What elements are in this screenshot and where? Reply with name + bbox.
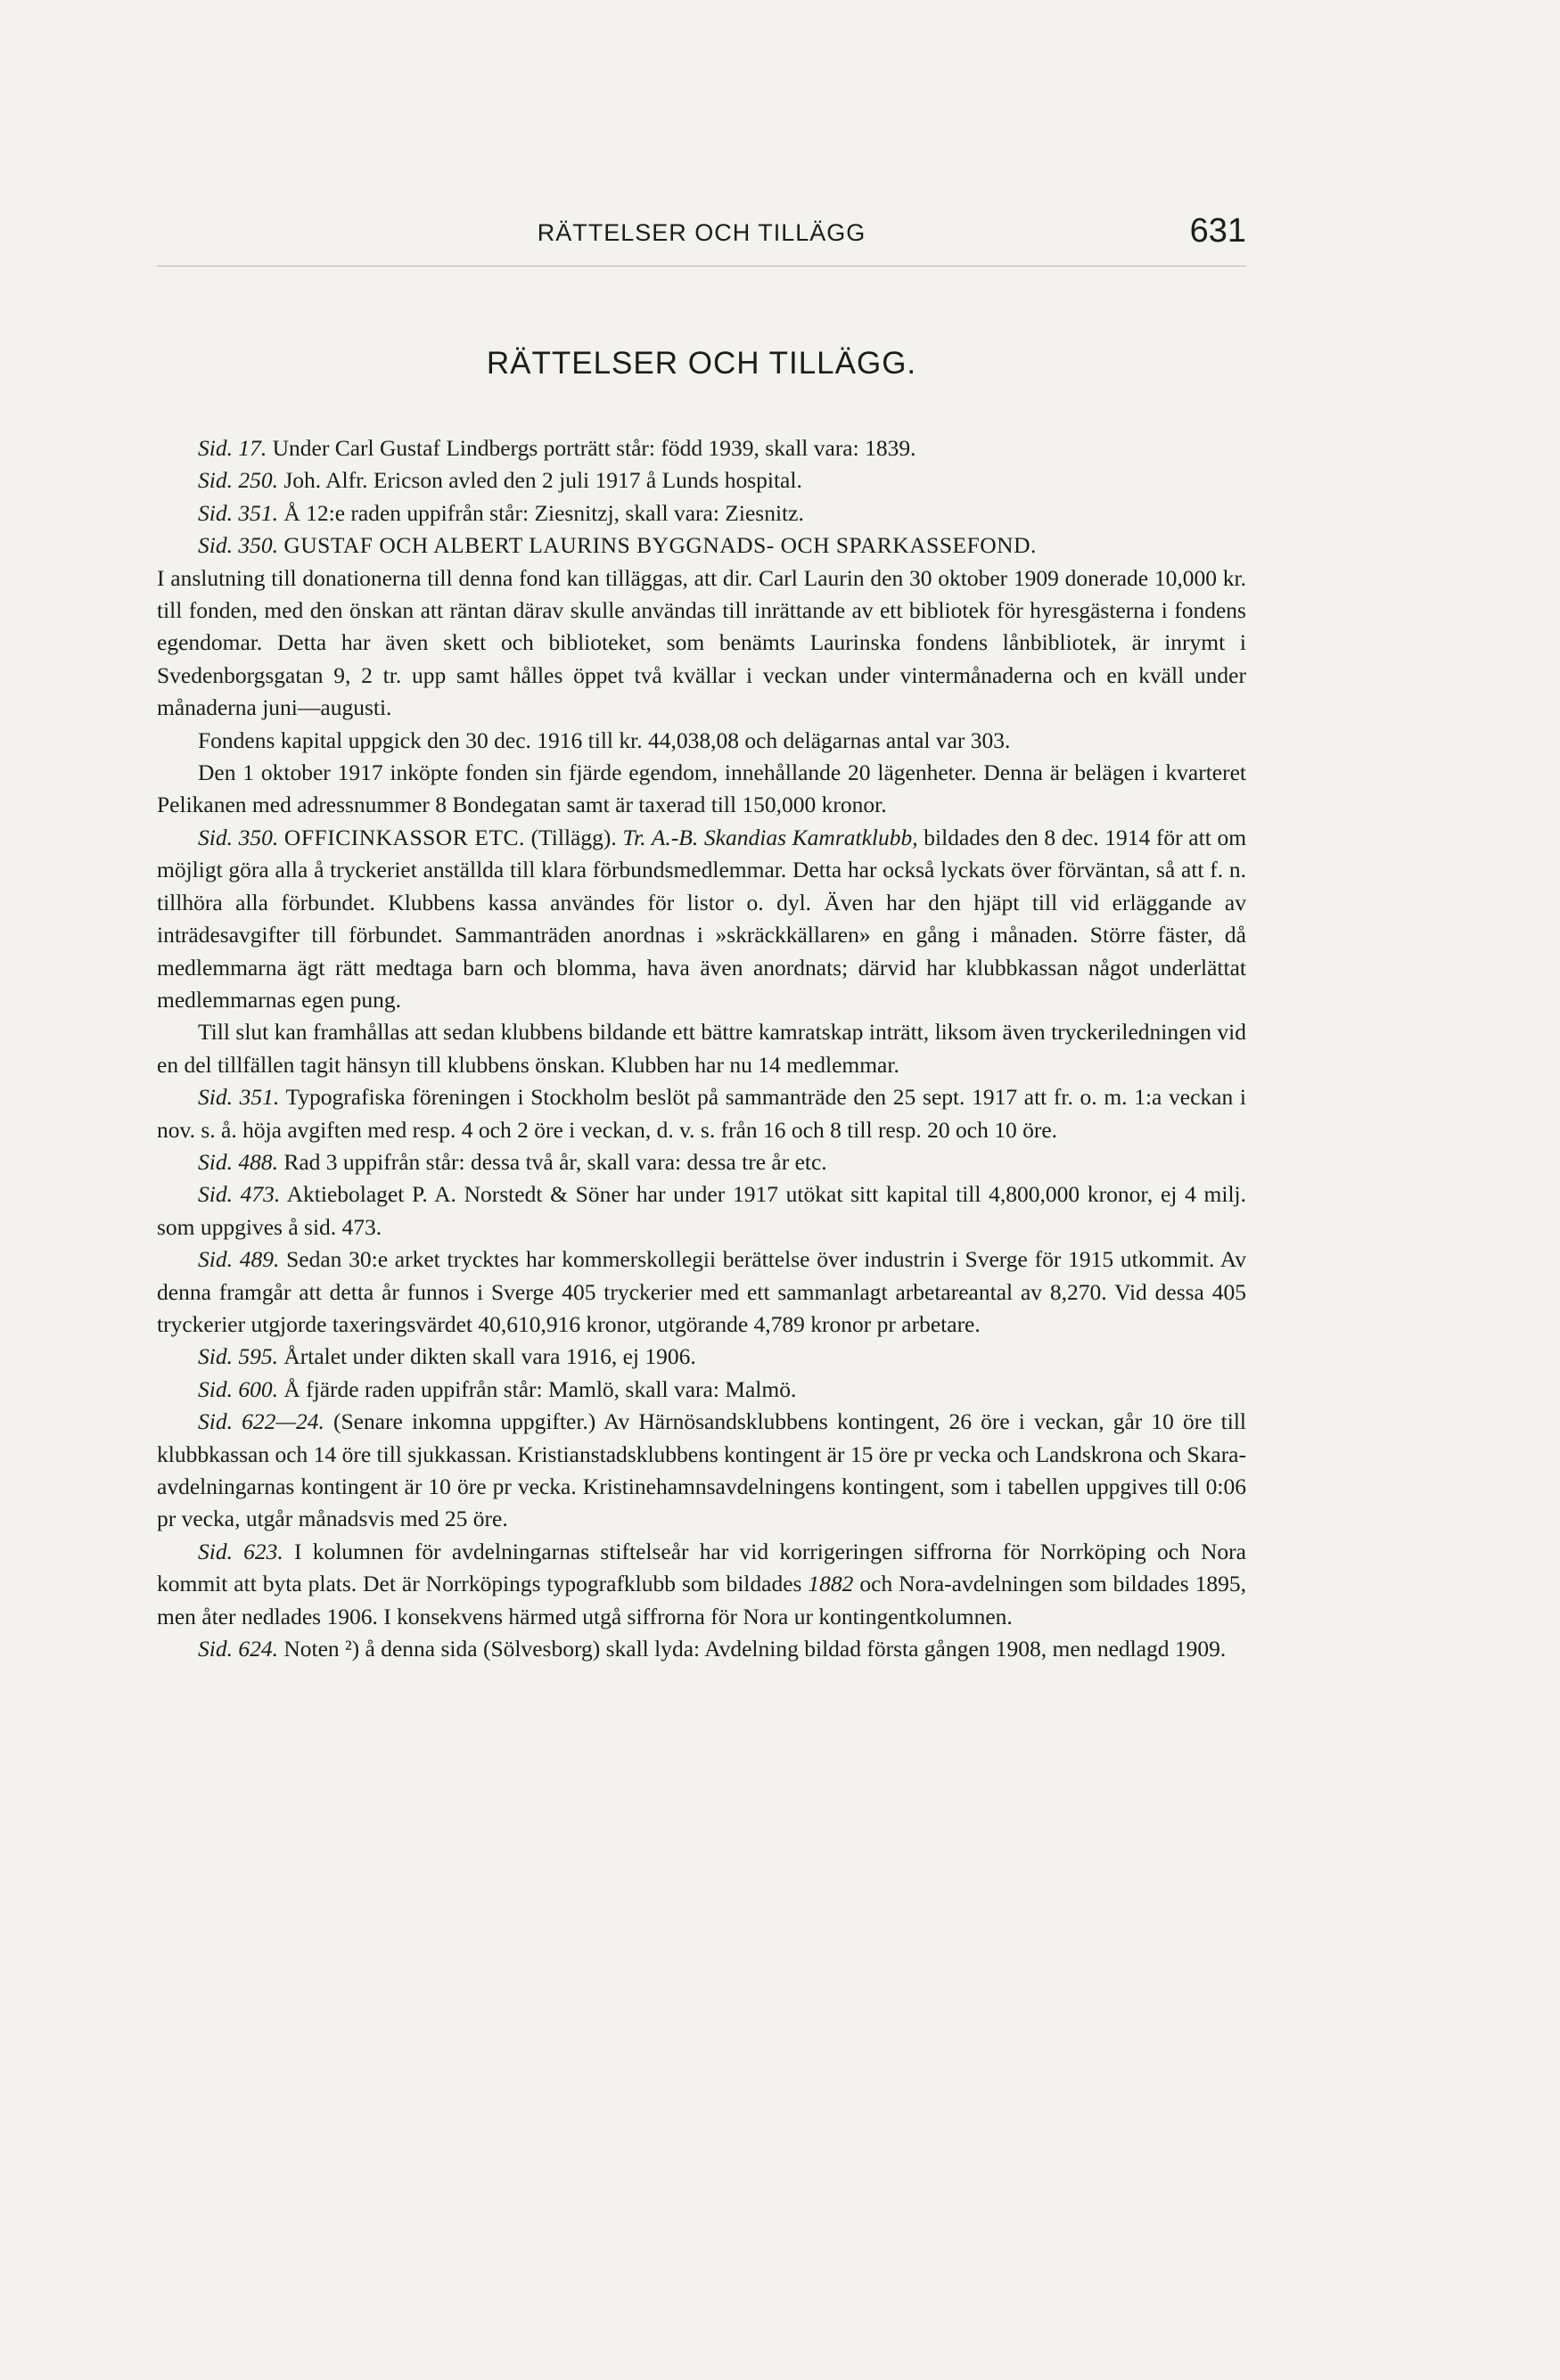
- entry-text: och Nora-avdelningen som bildades 1895, men åter nedlades 1906. I konsekvens härmed utgå siffrorna för Nora ur kontingentkolumnen.: [157, 1571, 1247, 1629]
- entry-sid-473: [157, 1178, 1246, 1243]
- club-name: Tr. A.-B. Skandias Kamratklubb,: [622, 824, 918, 850]
- page-ref: Sid. 351.: [198, 1084, 280, 1111]
- entry-sid-622-24: [157, 1406, 1246, 1536]
- page-ref: Sid. 250.: [198, 467, 278, 494]
- page-number: 631: [1189, 212, 1246, 250]
- entry-sid-351b: [157, 1081, 1246, 1146]
- page-ref: Sid. 624.: [198, 1636, 278, 1662]
- entry-sid-350-officin: [157, 822, 1246, 1016]
- running-title: RÄTTELSER OCH TILLÄGG: [537, 219, 866, 246]
- paragraph: Den 1 oktober 1917 inköpte fonden sin fjärde egendom, innehållande 20 lägenheter. Denna är belägen i kvarteret Pelikanen med adressnummer 8 Bondegatan samt är taxerad till 150,000 kronor.: [157, 759, 1246, 818]
- entry-text: Å fjärde raden uppifrån står: Mamlö, skall vara: Malmö.: [283, 1375, 797, 1402]
- page-title: RÄTTELSER OCH TILLÄGG.: [486, 346, 917, 381]
- page-ref: Sid. 489.: [198, 1246, 280, 1273]
- year-italic: 1882: [808, 1571, 854, 1597]
- entry-text: Joh. Alfr. Ericson avled den 2 juli 1917 å Lunds hospital.: [283, 467, 802, 494]
- entry-sid-350-fond: [157, 529, 1246, 562]
- page-ref: Sid. 17.: [198, 435, 267, 461]
- entry-text: Å 12:e raden uppifrån står: Ziesnitzj, skall vara: Ziesnitz.: [283, 499, 804, 526]
- entry-text: Rad 3 uppifrån står: dessa två år, skall vara: dessa tre år etc.: [283, 1148, 827, 1175]
- section-heading: OFFICINKASSOR ETC.: [283, 824, 525, 850]
- entry-text: I kolumnen för avdelningarnas stiftelseår har vid korrigeringen siffrorna för Norrköping och Nora kommit att byta plats. Det är Norrköpings typografklubb som bildades: [157, 1538, 1246, 1597]
- entry-sid-488: [157, 1146, 1246, 1178]
- entry-sid-624: [157, 1633, 1246, 1665]
- page-ref: Sid. 351.: [198, 499, 278, 526]
- entry-sid-351: [157, 497, 1246, 529]
- entry-sid-250: [157, 464, 1246, 497]
- entry-text: Typografiska föreningen i Stockholm beslöt på sammanträde den 25 sept. 1917 att fr. o. m. 1:a veckan i nov. s. å. höja avgiften med resp. 4 och 2 öre i veckan, d. v. s. från 16 och 8 till resp. 20 och 10 öre.: [157, 1084, 1247, 1143]
- entry-text: Sedan 30:e arket trycktes har kommerskollegii berättelse över industrin i Sverge för 1915 utkommit. Av denna framgår att detta år funnos i Sverge 405 tryckerier med ett sammanlagt arbetareantal av 8,270. Vid dessa 405 tryckerier utgjorde taxeringsvärdet 40,610,916 kronor, utgörande 4,789 kronor pr arbetare.: [157, 1246, 1246, 1337]
- entry-text: Noten ²) å denna sida (Sölvesborg) skall lyda: Avdelning bildad första gången 1908, men nedlagd 1909.: [283, 1636, 1227, 1662]
- page-ref: Sid. 473.: [198, 1181, 281, 1208]
- entry-sid-600: [157, 1374, 1246, 1406]
- entry-text: Årtalet under dikten skall vara 1916, ej 1906.: [283, 1343, 696, 1370]
- page-ref: Sid. 623.: [198, 1538, 283, 1564]
- section-heading: GUSTAF OCH ALBERT LAURINS BYGGNADS- OCH SPARKASSEFOND.: [283, 532, 1037, 559]
- paragraph: Fondens kapital uppgick den 30 dec. 1916 till kr. 44,038,08 och delägarnas antal var 303.: [198, 726, 1011, 753]
- entry-sid-17: [157, 432, 1246, 464]
- entry-sid-595: [157, 1341, 1246, 1373]
- entry-text: Aktiebolaget P. A. Norstedt & Söner har under 1917 utökat sitt kapital till 4,800,000 kronor, ej 4 milj. som uppgives å sid. 473.: [157, 1181, 1247, 1240]
- page-ref: Sid. 488.: [198, 1148, 278, 1175]
- page-ref: Sid. 595.: [198, 1343, 278, 1370]
- page-ref: Sid. 350.: [198, 532, 278, 559]
- entry-text: Under Carl Gustaf Lindbergs porträtt står: född 1939, skall vara: 1839.: [272, 435, 916, 461]
- paragraph: I anslutning till donationerna till denna fond kan tilläggas, att dir. Carl Laurin den 30 oktober 1909 donerade 10,000 kr. till fonden, med den önskan att räntan därav skulle användas till inrättande av ett bibliotek för hyresgästerna i fondens egendomar. Detta har även skett och biblioteket, som benämts Laurinska fondens lånbibliotek, är inrymt i Svedenborgsgatan 9, 2 tr. upp samt hålles öppet två kvällar i veckan under vintermånaderna och en kväll under månaderna juni—augusti.: [157, 564, 1246, 721]
- page-ref: Sid. 622—24.: [198, 1408, 324, 1435]
- entry-text: (Senare inkomna uppgifter.) Av Härnösandsklubbens kontingent, 26 öre i veckan, går 10 öre till klubbkassan och 14 öre till sjukkassan. Kristianstadsklubbens kontingent är 15 öre pr vecka och Landskrona och Skara-avdelningarnas kontingent är 10 öre pr vecka. Kristinehamnsavdelningens kontingent, som i tabellen uppgives till 0:06 pr vecka, utgår månadsvis med 25 öre.: [157, 1408, 1247, 1532]
- entry-sid-623: [157, 1536, 1246, 1633]
- entry-sid-489: [157, 1243, 1246, 1341]
- running-header: [157, 212, 1246, 267]
- paragraph: Till slut kan framhållas att sedan klubbens bildande ett bättre kamratskap inträtt, liksom även tryckeriledningen vid en del tillfällen tagit hänsyn till klubbens önskan. Klubben har nu 14 medlemmar.: [157, 1019, 1246, 1078]
- entry-text: bildades den 8 dec. 1914 för att om möjligt göra alla å tryckeriet anställda till klara förbundsmedlemmar. Detta har också lyckats över förväntan, så att f. n. tillhöra alla förbundet. Klubbens kassa användes för listor o. dyl. Även har den hjäpt till vid erläggande av inträdesavgifter till förbundet. Sammanträden anordnas i »skräckkällaren» en gång i månaden. Större fäster, då medlemmarna ägt rätt medtaga barn och blomma, hava även anordnats; därvid har klubbkassan något underlättat medlemmarnas egen pung.: [157, 824, 1247, 1013]
- page-ref: Sid. 600.: [198, 1375, 278, 1402]
- page-ref: Sid. 350.: [198, 824, 279, 850]
- tillagg-label: (Tillägg).: [530, 824, 617, 850]
- body-text: [157, 432, 1246, 1665]
